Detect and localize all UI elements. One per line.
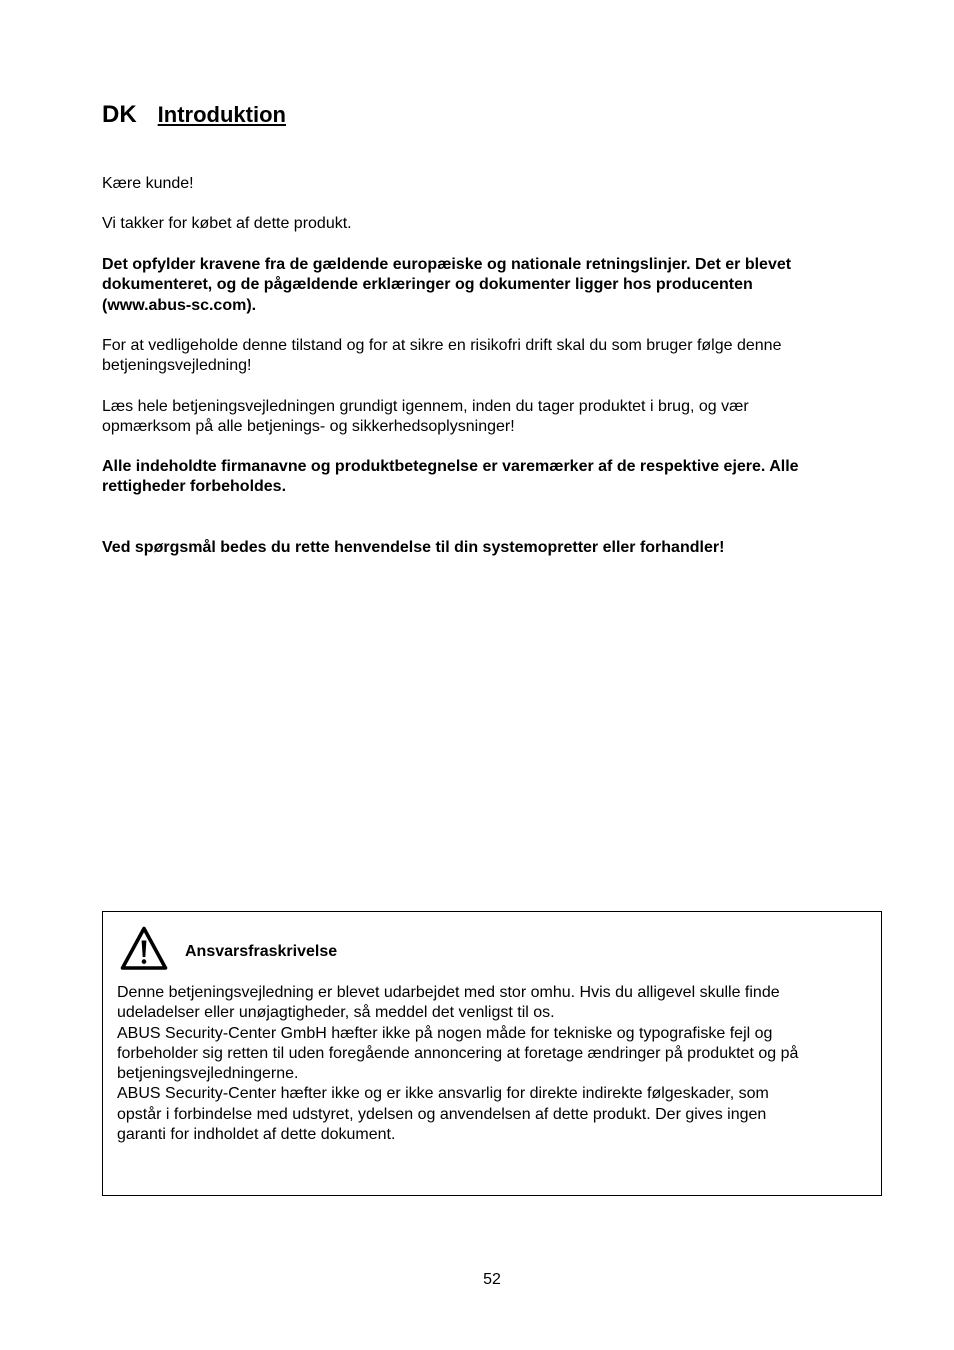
- disclaimer-text: [117, 983, 798, 1145]
- page-title: Introduktion: [157, 102, 286, 127]
- disclaimer-line: Denne betjeningsvejledning er blevet udarbejdet med stor omhu. Hvis du alligevel skulle finde: [117, 984, 780, 1001]
- page-number: 52: [483, 1271, 501, 1288]
- greeting-text: Kære kunde!: [102, 175, 194, 192]
- questions-text: Ved spørgsmål bedes du rette henvendelse til din systemopretter eller forhandler!: [102, 539, 725, 556]
- disclaimer-line: forbeholder sig retten til uden foregående annoncering at foretage ændringer på produktet og på: [117, 1044, 799, 1062]
- paragraph-line: opmærksom på alle betjenings- og sikkerhedsoplysninger!: [102, 418, 515, 436]
- disclaimer-box: [102, 911, 882, 1196]
- paragraph-line: Læs hele betjeningsvejledningen grundigt igennem, inden du tager produktet i brug, og vær: [102, 398, 749, 415]
- paragraph-line: Alle indeholdte firmanavne og produktbetegnelse er varemærker af de respektive ejere. Alle: [102, 458, 799, 475]
- disclaimer-title: Ansvarsfraskrivelse: [185, 943, 338, 960]
- language-code: DK: [102, 101, 137, 128]
- paragraph-line: (www.abus-sc.com).: [102, 296, 257, 314]
- thanks-paragraph: [102, 214, 352, 234]
- conformity-paragraph: [102, 255, 791, 316]
- greeting-paragraph: [102, 174, 194, 194]
- disclaimer-line: garanti for indholdet af dette dokument.: [117, 1126, 396, 1144]
- paragraph-line: For at vedligeholde denne tilstand og for at sikre en risikofri drift skal du som bruger følge denne: [102, 337, 782, 354]
- maintain-paragraph: [102, 336, 781, 377]
- paragraph-line: rettigheder forbeholdes.: [102, 478, 287, 496]
- warning-icon: [119, 925, 169, 972]
- questions-paragraph: [102, 538, 724, 558]
- disclaimer-line: udeladelser eller unøjagtigheder, så meddel det venligst til os.: [117, 1004, 555, 1022]
- paragraph-line: dokumenteret, og de pågældende erklæringer og dokumenter ligger hos producenten: [102, 276, 753, 294]
- disclaimer-line: ABUS Security-Center GmbH hæfter ikke på nogen måde for tekniske og typografiske fejl og: [117, 1024, 773, 1042]
- trademarks-paragraph: [102, 457, 799, 498]
- disclaimer-line: ABUS Security-Center hæfter ikke og er ikke ansvarlig for direkte indirekte følgeskader, som: [117, 1085, 769, 1103]
- paragraph-line: Det opfylder kravene fra de gældende europæiske og nationale retningslinjer. Det er blevet: [102, 256, 792, 273]
- read-manual-paragraph: [102, 397, 749, 438]
- disclaimer-line: opstår i forbindelse med udstyret, ydelsen og anvendelsen af dette produkt. Der gives ingen: [117, 1105, 767, 1123]
- section-heading: [102, 100, 286, 130]
- disclaimer-line: betjeningsvejledningerne.: [117, 1065, 299, 1083]
- thanks-text: Vi takker for købet af dette produkt.: [102, 215, 352, 232]
- paragraph-line: betjeningsvejledning!: [102, 357, 252, 375]
